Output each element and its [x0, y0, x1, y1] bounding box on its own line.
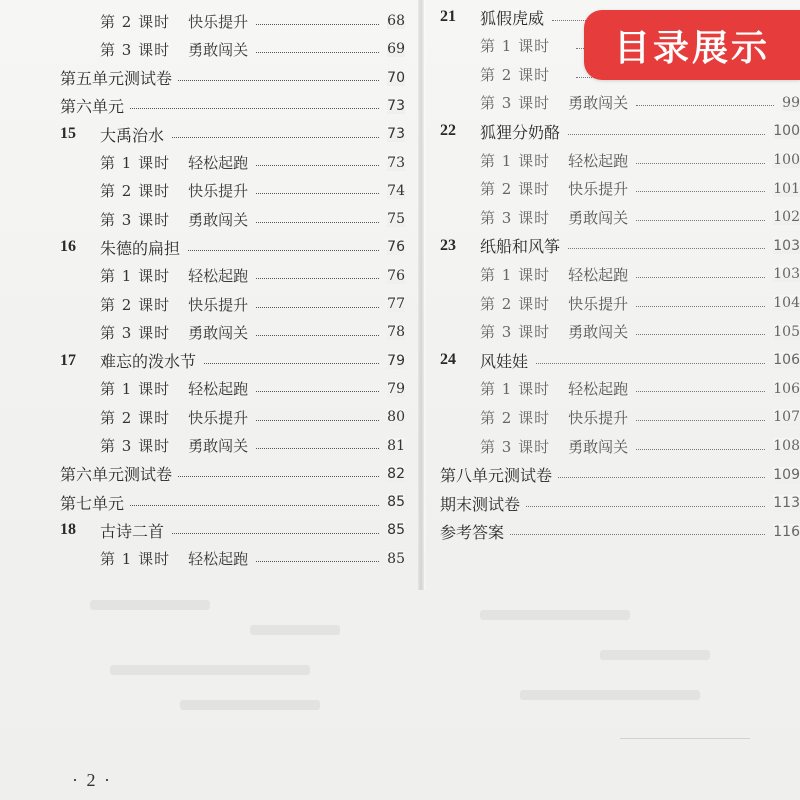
dot-leader — [256, 420, 379, 421]
page-ref: 79 — [387, 352, 405, 369]
toc-entry-title — [480, 92, 628, 113]
dot-leader — [636, 306, 765, 307]
lesson-title: 古诗二首 — [100, 521, 165, 541]
page-ref: 101 — [773, 180, 800, 197]
session-label: 第 3 课时 — [480, 208, 551, 227]
toc-entry-title — [60, 349, 196, 372]
toc-entry-sub — [60, 404, 405, 430]
toc-entry-sub — [60, 376, 405, 402]
dot-leader — [204, 363, 379, 364]
session-label: 第 3 课时 — [100, 323, 171, 342]
toc-entry-lesson — [440, 118, 800, 144]
toc-entry-title — [100, 265, 248, 286]
session-label: 第 1 课时 — [480, 37, 551, 56]
toc-entry-lesson — [440, 233, 800, 259]
lesson-number: 21 — [440, 8, 456, 25]
session-label: 第 2 课时 — [100, 295, 171, 314]
page-ref: 113 — [773, 495, 800, 512]
catalog-badge: 目录展示 — [584, 10, 800, 80]
toc-entry-sub — [440, 404, 800, 430]
lesson-number: 17 — [60, 351, 76, 369]
toc-entry-unit — [60, 461, 405, 487]
lesson-number: 24 — [440, 351, 456, 369]
dot-leader — [568, 134, 765, 135]
toc-entry-unit — [60, 93, 405, 119]
toc-entry-title — [440, 234, 560, 257]
toc-entry-lesson — [440, 347, 800, 373]
page-ref: 77 — [387, 296, 405, 312]
dot-leader — [636, 220, 765, 221]
toc-entry-title — [100, 435, 248, 456]
lesson-title: 难忘的泼水节 — [100, 352, 197, 372]
dot-leader — [636, 420, 765, 421]
toc-entry-sub — [60, 546, 405, 572]
toc-entry-sub — [440, 90, 800, 116]
toc-entry-title — [100, 152, 248, 173]
dot-leader — [256, 193, 379, 194]
lesson-title: 狐假虎威 — [480, 8, 545, 28]
toc-entry-unit — [60, 489, 405, 515]
page-number: · 2 · — [72, 770, 112, 790]
session-label: 第 1 课时 — [480, 151, 551, 170]
toc-entry-sub — [60, 433, 405, 459]
bleed-through — [250, 625, 340, 635]
toc-entry-sub — [60, 263, 405, 289]
toc-entry-title — [440, 349, 528, 372]
page-ref: 73 — [387, 97, 405, 114]
toc-entry-title — [100, 180, 248, 201]
bleed-through — [520, 690, 700, 700]
activity-label: 快乐提升 — [188, 295, 249, 314]
session-label: 第 2 课时 — [480, 180, 551, 199]
dot-leader — [256, 448, 379, 449]
dot-leader — [636, 334, 765, 335]
toc-entry-title — [60, 462, 172, 485]
toc-entry-sub — [60, 178, 405, 204]
activity-label: 轻松起跑 — [568, 265, 629, 284]
lesson-title: 狐狸分奶酪 — [480, 122, 561, 142]
dot-leader — [188, 250, 379, 251]
session-label: 第 1 课时 — [100, 267, 171, 286]
activity-label: 勇敢闯关 — [568, 323, 629, 342]
unit-title: 第六单元 — [60, 97, 125, 117]
unit-title: 第五单元测试卷 — [60, 69, 173, 89]
page-ref: 85 — [387, 522, 405, 539]
activity-label: 轻松起跑 — [188, 154, 249, 172]
toc-entry-unit — [440, 462, 800, 488]
session-label: 第 1 课时 — [100, 154, 171, 172]
activity-label: 勇敢闯关 — [188, 437, 249, 455]
toc-entry-lesson — [60, 517, 405, 543]
activity-label: 勇敢闯关 — [188, 40, 249, 59]
lesson-number: 18 — [60, 521, 76, 539]
toc-entry-title — [480, 264, 628, 285]
toc-entry-title — [100, 209, 248, 230]
bleed-through — [90, 600, 210, 610]
activity-label: 勇敢闯关 — [188, 323, 249, 342]
lesson-title: 朱德的扁担 — [100, 238, 181, 258]
toc-entry-title — [480, 436, 628, 457]
page-ref: 76 — [387, 239, 405, 256]
page-ref: 100 — [773, 152, 800, 168]
toc-entry-title — [480, 407, 628, 428]
session-label: 第 2 课时 — [100, 12, 171, 31]
activity-label: 勇敢闯关 — [188, 210, 249, 229]
page-ref: 100 — [773, 123, 800, 140]
page-ref: 109 — [773, 466, 800, 483]
dot-leader — [256, 278, 379, 279]
toc-entry-sub — [440, 261, 800, 287]
dot-leader — [558, 477, 765, 478]
dot-leader — [256, 391, 379, 392]
page-ref: 103 — [773, 266, 800, 283]
dot-leader — [130, 108, 379, 109]
activity-label: 轻松起跑 — [568, 380, 629, 399]
session-label: 第 1 课时 — [100, 380, 171, 399]
session-label: 第 3 课时 — [480, 323, 551, 342]
page-fold-highlight — [424, 0, 426, 590]
lesson-title: 纸船和风筝 — [480, 237, 561, 257]
dot-leader — [256, 222, 379, 223]
dot-leader — [256, 307, 379, 308]
activity-label: 勇敢闯关 — [568, 208, 629, 227]
activity-label: 勇敢闯关 — [568, 94, 629, 113]
toc-entry-title — [60, 123, 164, 146]
session-label: 第 1 课时 — [480, 265, 551, 284]
activity-label: 快乐提升 — [568, 408, 629, 427]
lesson-number: 22 — [440, 122, 456, 140]
session-label: 第 3 课时 — [480, 437, 551, 456]
dot-leader — [172, 137, 379, 138]
page-ref: 73 — [387, 126, 405, 143]
toc-entry-title — [60, 66, 172, 89]
session-label: 第 3 课时 — [100, 437, 171, 455]
toc-entry-sub — [440, 319, 800, 345]
page-ref: 69 — [387, 41, 405, 58]
session-label: 第 3 课时 — [100, 210, 171, 229]
activity-label: 快乐提升 — [188, 408, 249, 427]
session-label: 第 2 课时 — [100, 408, 171, 427]
dot-leader — [178, 476, 379, 477]
toc-entry-title — [440, 492, 520, 515]
toc-entry-sub — [60, 150, 405, 176]
dot-leader — [256, 52, 379, 53]
toc-entry-sub — [440, 433, 800, 459]
toc-entry-title — [60, 236, 180, 259]
session-label: 第 2 课时 — [480, 65, 551, 84]
toc-entry-sub — [440, 376, 800, 402]
toc-entry-unit — [60, 65, 405, 91]
page-ref: 102 — [773, 209, 800, 226]
toc-entry-title — [100, 39, 248, 60]
dot-leader — [178, 80, 379, 81]
toc-entry-title — [440, 120, 560, 143]
page-ref: 106 — [773, 352, 800, 369]
toc-entry-title — [480, 378, 628, 399]
dot-leader — [130, 505, 379, 506]
dot-leader — [636, 391, 765, 392]
page-ref: 80 — [387, 409, 405, 426]
lesson-number: 16 — [60, 238, 76, 256]
dot-leader — [526, 506, 765, 507]
dot-leader — [636, 449, 765, 450]
page-ref: 116 — [773, 523, 800, 540]
session-label: 第 3 课时 — [480, 94, 551, 113]
page-ref: 68 — [387, 13, 405, 29]
toc-entry-title — [480, 321, 628, 342]
bleed-through — [180, 700, 320, 710]
toc-entry-title — [480, 35, 568, 56]
dot-leader — [636, 105, 774, 106]
toc-entry-sub — [440, 176, 800, 202]
toc-entry-title — [440, 463, 552, 486]
toc-entry-title — [100, 322, 248, 343]
toc-entry-unit — [440, 519, 800, 545]
page-ref: 78 — [387, 324, 405, 341]
page-ref: 79 — [387, 380, 405, 397]
toc-entry-title — [100, 294, 248, 315]
activity-label: 快乐提升 — [188, 182, 249, 201]
unit-title: 第八单元测试卷 — [440, 466, 553, 486]
toc-entry-title — [480, 207, 628, 228]
toc-entry-unit — [440, 490, 800, 516]
bleed-through — [600, 650, 710, 660]
page-ref: 103 — [773, 237, 800, 254]
session-label: 第 2 课时 — [100, 182, 171, 201]
page-ref: 70 — [387, 69, 405, 86]
toc-entry-sub — [440, 290, 800, 316]
toc-entry-sub — [60, 319, 405, 345]
activity-label: 快乐提升 — [568, 180, 629, 199]
page-ref: 73 — [387, 154, 405, 171]
toc-entry-sub — [60, 291, 405, 317]
toc-entry-title — [480, 150, 628, 171]
toc-entry-title — [440, 520, 504, 543]
session-label: 第 2 课时 — [480, 294, 551, 313]
unit-title: 期末测试卷 — [440, 494, 521, 514]
page-ref: 106 — [773, 380, 800, 397]
page-ref: 107 — [773, 409, 800, 426]
dot-leader — [256, 561, 379, 562]
toc-entry-title — [60, 491, 124, 514]
toc-entry-lesson — [60, 348, 405, 374]
dot-leader — [568, 248, 765, 249]
activity-label: 轻松起跑 — [568, 151, 629, 170]
page-ref: 104 — [773, 295, 800, 311]
unit-title: 第六单元测试卷 — [60, 465, 173, 485]
lesson-title: 风娃娃 — [480, 351, 529, 371]
dot-leader — [256, 165, 379, 166]
bleed-through — [110, 665, 310, 675]
toc-entry-lesson — [60, 234, 405, 260]
activity-label: 轻松起跑 — [188, 550, 249, 569]
activity-label: 勇敢闯关 — [568, 437, 629, 456]
unit-title: 第七单元 — [60, 493, 125, 513]
toc-entry-title — [60, 519, 164, 542]
activity-label: 轻松起跑 — [188, 380, 249, 399]
dot-leader — [256, 24, 379, 25]
toc-entry-sub — [60, 8, 405, 34]
toc-entry-sub — [60, 36, 405, 62]
session-label: 第 1 课时 — [100, 550, 171, 569]
dot-leader — [636, 163, 765, 164]
dot-leader — [636, 277, 765, 278]
lesson-number: 15 — [60, 125, 76, 143]
toc-entry-title — [100, 378, 248, 399]
session-label: 第 2 课时 — [480, 408, 551, 427]
page-ref: 82 — [387, 465, 405, 482]
toc-entry-title — [480, 293, 628, 314]
page-ref: 105 — [773, 323, 800, 340]
page-ref: 76 — [387, 267, 405, 284]
toc-entry-title — [440, 6, 544, 29]
activity-label: 快乐提升 — [568, 294, 629, 313]
dot-leader — [536, 363, 765, 364]
toc-entry-title — [480, 178, 628, 199]
page-ref: 108 — [773, 438, 800, 454]
toc-entry-title — [100, 407, 248, 428]
toc-entry-title — [480, 64, 568, 85]
page-ref: 74 — [387, 182, 405, 199]
bleed-through — [480, 610, 630, 620]
toc-entry-title — [100, 11, 248, 32]
toc-entry-sub — [440, 204, 800, 230]
toc-entry-title — [60, 94, 124, 117]
lesson-number: 23 — [440, 236, 456, 254]
activity-label: 轻松起跑 — [188, 267, 249, 286]
dot-leader — [256, 335, 379, 336]
page-ref: 75 — [387, 211, 405, 228]
toc-entry-sub — [440, 147, 800, 173]
session-label: 第 3 课时 — [100, 40, 171, 59]
dot-leader — [636, 191, 765, 192]
toc-entry-lesson — [60, 121, 405, 147]
bleed-through-line — [620, 738, 750, 739]
activity-label: 快乐提升 — [188, 12, 249, 31]
page-ref: 81 — [387, 437, 405, 454]
page-ref: 99 — [782, 94, 800, 111]
toc-entry-title — [100, 548, 248, 569]
dot-leader — [172, 533, 379, 534]
unit-title: 参考答案 — [440, 523, 505, 543]
lesson-title: 大禹治水 — [100, 125, 165, 145]
dot-leader — [510, 534, 765, 535]
page-ref: 85 — [387, 550, 405, 567]
toc-entry-sub — [60, 206, 405, 232]
session-label: 第 1 课时 — [480, 380, 551, 399]
page-ref: 85 — [387, 494, 405, 511]
